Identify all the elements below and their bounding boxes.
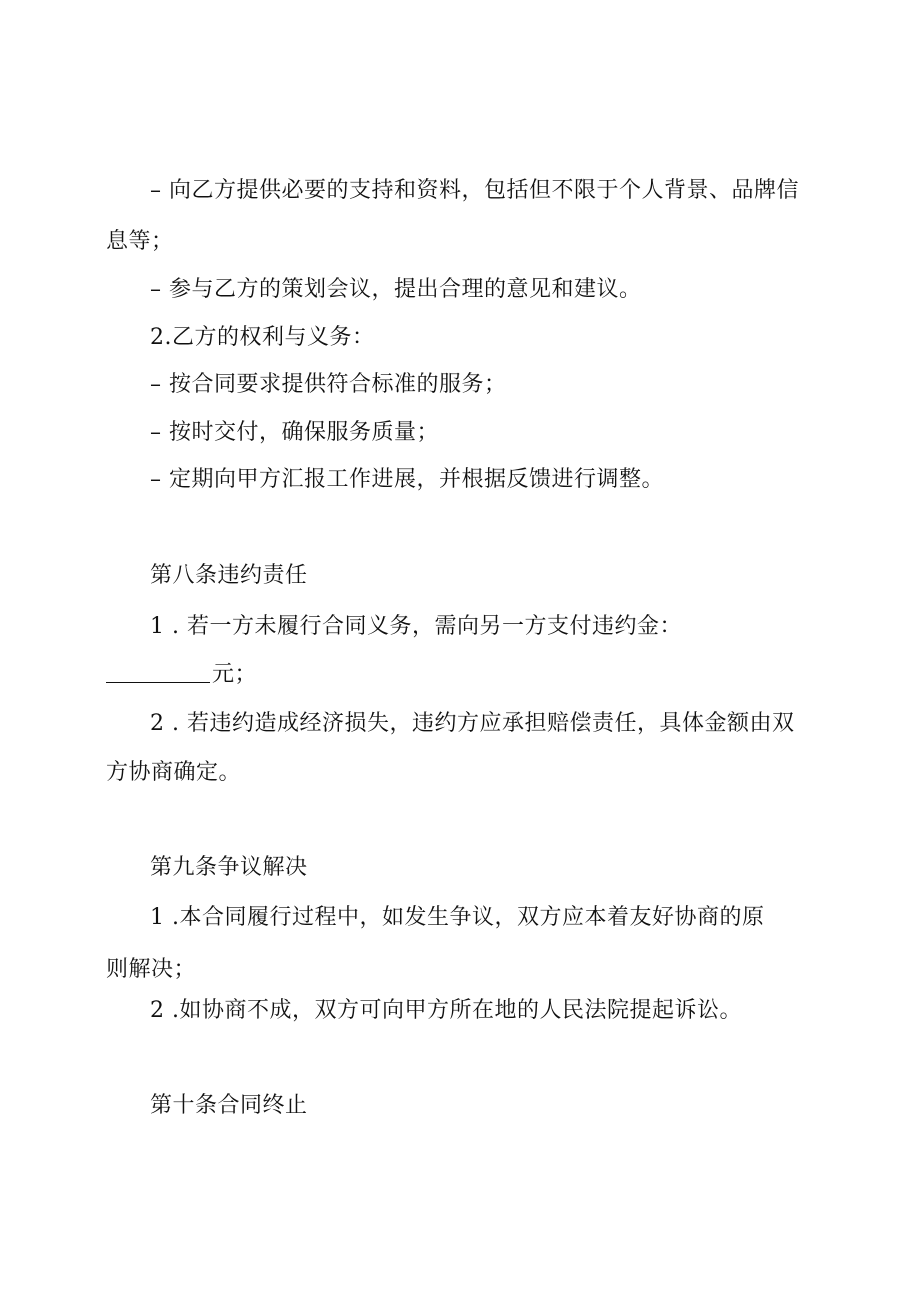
- standard-service-item: – 按合同要求提供符合标准的服务；: [150, 372, 507, 397]
- party-b-duties-heading: 2.乙方的权利与义务：: [150, 325, 375, 350]
- support-item: – 向乙方提供必要的支持和资料，包括但不限于个人背景、品牌信: [150, 178, 799, 203]
- article-8-title: 第八条违约责任: [150, 563, 308, 588]
- article-9-clause-1: 1 .本合同履行过程中，如发生争议，双方应本着友好协商的原: [150, 905, 765, 930]
- support-item-continued: 息等；: [106, 229, 174, 254]
- article-8-clause-2-continued: 方协商确定。: [106, 760, 242, 785]
- article-9-clause-2: 2 .如协商不成，双方可向甲方所在地的人民法院提起诉讼。: [150, 998, 742, 1023]
- article-9-title: 第九条争议解决: [150, 855, 308, 880]
- article-8-clause-1-continued: [106, 660, 257, 690]
- meeting-item: – 参与乙方的策划会议，提出合理的意见和建议。: [150, 277, 642, 302]
- article-9-clause-1-continued: 则解决；: [106, 957, 197, 982]
- article-8-clause-1: 1 . 若一方未履行合同义务，需向另一方支付违约金：: [150, 614, 682, 639]
- article-8-clause-2: 2 . 若违约造成经济损失，违约方应承担赔偿责任，具体金额由双: [150, 711, 795, 736]
- progress-report-item: – 定期向甲方汇报工作进展，并根据反馈进行调整。: [150, 467, 664, 492]
- article-10-title: 第十条合同终止: [150, 1093, 308, 1118]
- timely-delivery-item: – 按时交付，确保服务质量；: [150, 420, 439, 445]
- penalty-amount-unit: 元；: [212, 662, 258, 687]
- penalty-amount-blank: [106, 660, 210, 683]
